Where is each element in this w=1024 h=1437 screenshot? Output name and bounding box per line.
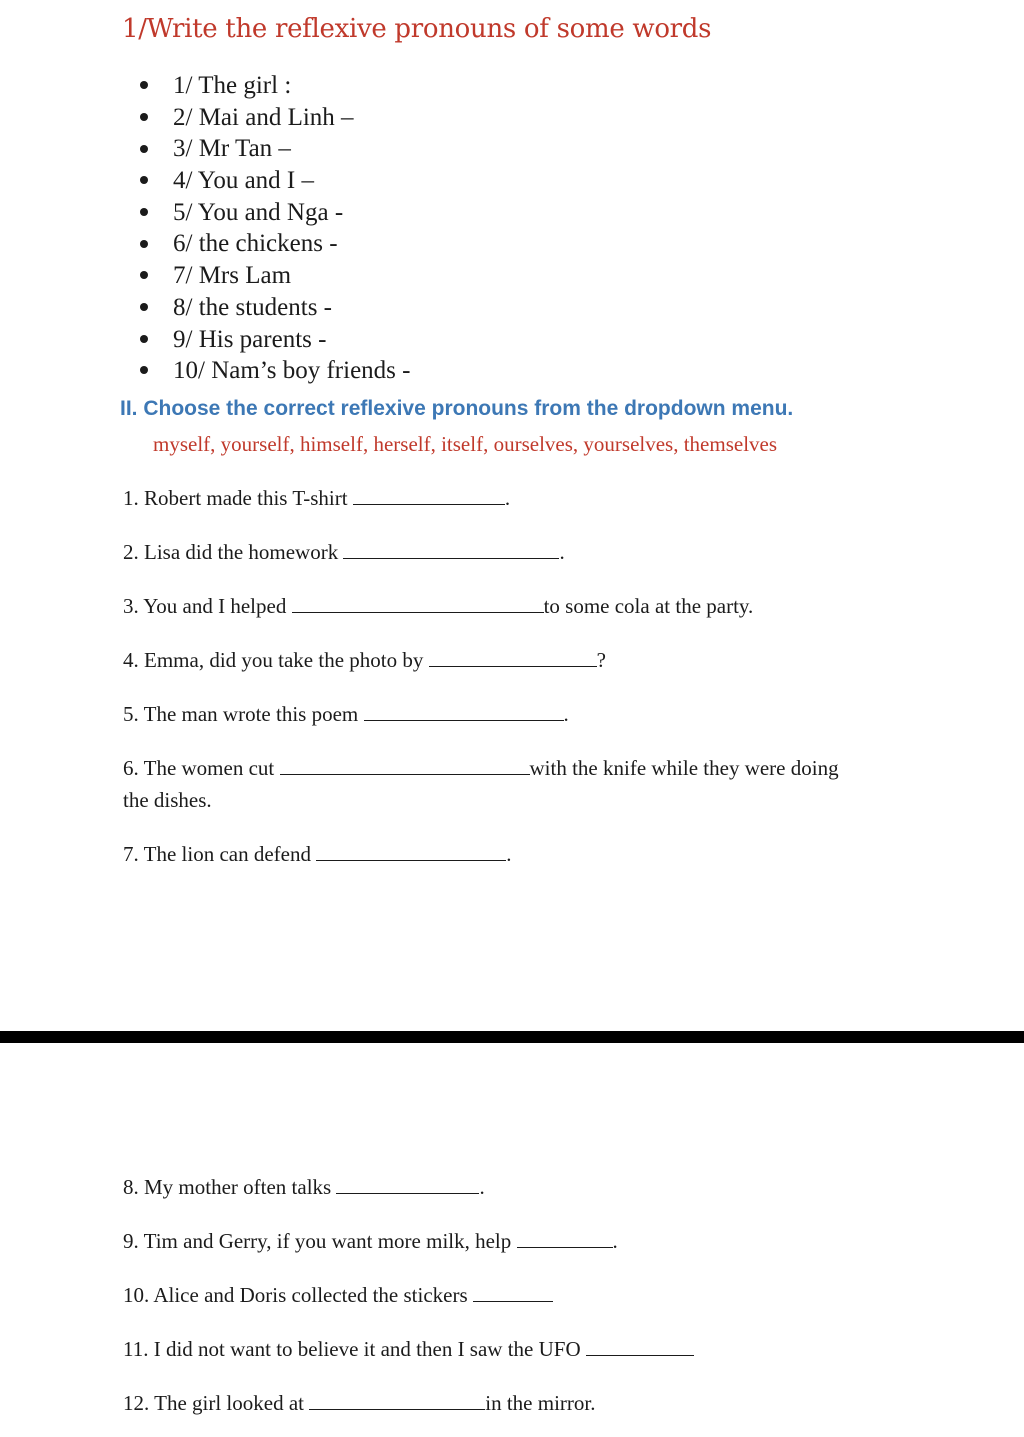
section2-heading: II. Choose the correct reflexive pronouns from the dropdown menu.: [120, 397, 794, 420]
question-12: 12. The girl looked at in the mirror.: [123, 1391, 596, 1415]
list-item: 7/ Mrs Lam: [140, 260, 410, 292]
list-item: 4/ You and I –: [140, 165, 410, 197]
answer-blank-5[interactable]: [364, 702, 564, 721]
list-item: 3/ Mr Tan –: [140, 133, 410, 165]
answer-blank-7[interactable]: [316, 842, 506, 861]
list-item: 2/ Mai and Linh –: [140, 102, 410, 134]
word-bank: myself, yourself, himself, herself, itself, ourselves, yourselves, themselves: [153, 432, 778, 456]
bullet-icon: [140, 240, 148, 248]
question-8: 8. My mother often talks .: [123, 1175, 485, 1199]
bullet-icon: [140, 335, 148, 343]
bullet-icon: [140, 176, 148, 184]
list-item: 8/ the students -: [140, 292, 410, 324]
list-item: 1/ The girl :: [140, 70, 410, 102]
question-2: 2. Lisa did the homework .: [123, 540, 565, 564]
question-5: 5. The man wrote this poem .: [123, 702, 569, 726]
list-item: 6/ the chickens -: [140, 228, 410, 260]
question-7: 7. The lion can defend .: [123, 842, 512, 866]
answer-blank-2[interactable]: [343, 540, 559, 559]
bullet-icon: [140, 366, 148, 374]
answer-blank-9[interactable]: [517, 1229, 613, 1248]
answer-blank-6[interactable]: [280, 756, 530, 775]
answer-blank-12[interactable]: [309, 1391, 485, 1410]
question-9: 9. Tim and Gerry, if you want more milk, help .: [123, 1229, 618, 1253]
page-divider: [0, 1031, 1024, 1043]
list-item: 10/ Nam’s boy friends -: [140, 355, 410, 387]
bullet-icon: [140, 303, 148, 311]
bullet-icon: [140, 145, 148, 153]
bullet-icon: [140, 113, 148, 121]
answer-blank-3[interactable]: [292, 594, 544, 613]
answer-blank-11[interactable]: [586, 1337, 694, 1356]
answer-blank-1[interactable]: [353, 486, 505, 505]
answer-blank-4[interactable]: [429, 648, 597, 667]
pronoun-word-list: [140, 70, 410, 387]
answer-blank-10[interactable]: [473, 1283, 553, 1302]
bullet-icon: [140, 271, 148, 279]
question-11: 11. I did not want to believe it and then I saw the UFO: [123, 1337, 694, 1361]
list-item: 9/ His parents -: [140, 324, 410, 356]
section1-title: 1/Write the reflexive pronouns of some words: [122, 14, 712, 44]
question-10: 10. Alice and Doris collected the stickers: [123, 1283, 553, 1307]
question-3: 3. You and I helped to some cola at the party.: [123, 594, 754, 618]
list-item: 5/ You and Nga -: [140, 197, 410, 229]
bullet-icon: [140, 208, 148, 216]
answer-blank-8[interactable]: [336, 1175, 479, 1194]
bullet-icon: [140, 81, 148, 89]
question-6: 6. The women cut with the knife while they were doing the dishes.: [123, 756, 839, 812]
question-1: 1. Robert made this T-shirt .: [123, 486, 511, 510]
question-4: 4. Emma, did you take the photo by ?: [123, 648, 606, 672]
